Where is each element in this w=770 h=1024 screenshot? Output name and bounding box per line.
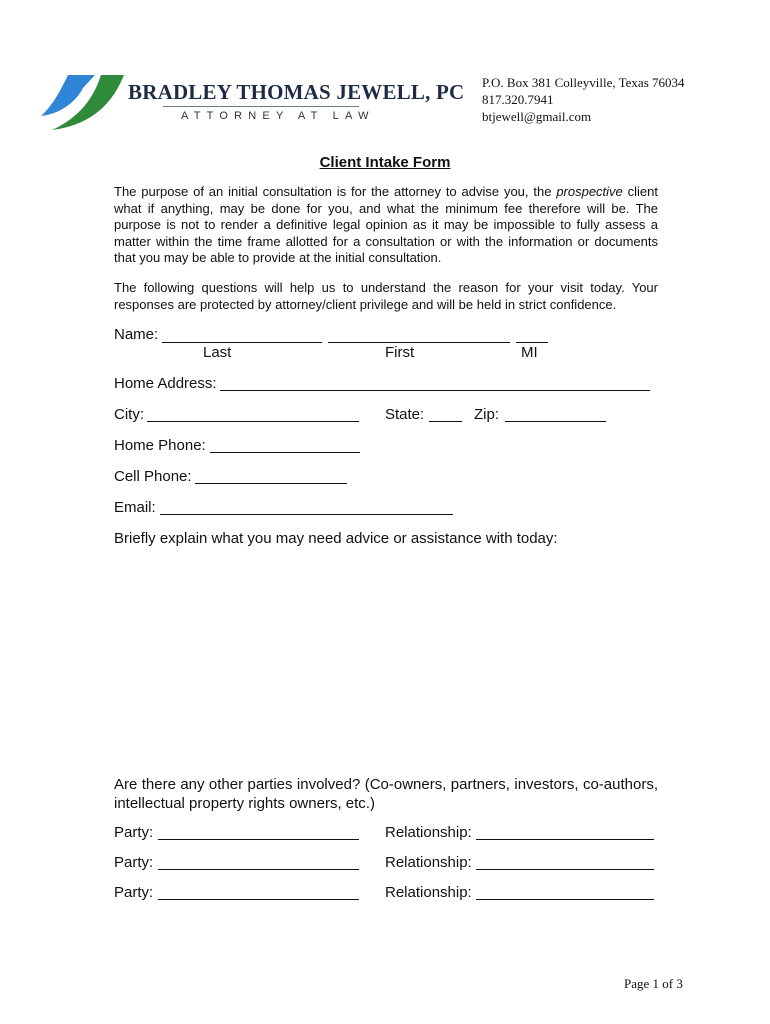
name-last-caption: Last (203, 344, 232, 361)
home-address-field[interactable] (220, 390, 650, 391)
firm-divider (163, 106, 359, 107)
firm-logo (38, 72, 128, 134)
relationship-label: Relationship: (385, 824, 472, 841)
party-field[interactable] (158, 839, 359, 840)
intro-paragraph-1 (114, 184, 658, 267)
cell-phone-field[interactable] (195, 483, 347, 484)
relationship-label: Relationship: (385, 884, 472, 901)
name-mi-caption: MI (521, 344, 538, 361)
party-label: Party: (114, 824, 154, 841)
home-phone-label: Home Phone: (114, 437, 206, 454)
name-mi-field[interactable] (516, 342, 548, 343)
email-field[interactable] (160, 514, 453, 515)
form-title: Client Intake Form (319, 154, 451, 171)
firm-subtitle: ATTORNEY AT LAW (181, 110, 375, 122)
name-first-field[interactable] (328, 342, 510, 343)
name-label: Name: (114, 326, 159, 343)
party-label: Party: (114, 854, 154, 871)
intro-paragraph-2: The following questions will help us to understand the reason for your visit today. Your responses are protected by attorney/client privilege and will be held in strict confidence. (114, 280, 658, 312)
contact-address: P.O. Box 381 Colleyville, Texas 76034 (482, 75, 685, 90)
zip-label: Zip: (474, 406, 500, 423)
zip-field[interactable] (505, 421, 606, 422)
home-address-label: Home Address: (114, 375, 217, 392)
relationship-field[interactable] (476, 839, 654, 840)
contact-block (482, 74, 685, 125)
state-field[interactable] (429, 421, 462, 422)
relationship-field[interactable] (476, 869, 654, 870)
intro-p1-before: The purpose of an initial consultation is for the attorney to advise you, the (114, 184, 557, 199)
explain-answer-area[interactable] (114, 556, 658, 766)
page-number: Page 1 of 3 (624, 976, 683, 991)
email-label: Email: (114, 499, 156, 516)
city-label: City: (114, 406, 144, 423)
contact-phone: 817.320.7941 (482, 92, 554, 107)
relationship-field[interactable] (476, 899, 654, 900)
contact-email: btjewell@gmail.com (482, 109, 592, 124)
party-field[interactable] (158, 899, 359, 900)
party-field[interactable] (158, 869, 359, 870)
firm-name: BRADLEY THOMAS JEWELL, PC (128, 80, 465, 104)
city-field[interactable] (147, 421, 359, 422)
state-label: State: (385, 406, 425, 423)
name-last-field[interactable] (162, 342, 322, 343)
party-label: Party: (114, 884, 154, 901)
intro-p1-after: client what if anything, may be done for you, and what the minimum fee therefore will be. The purpose is not to render a definitive legal opinion as it may be impossible to fully assess a matter within the time frame allotted for a consultation or with the information or documents that you may be able to provide at the initial consultation. (114, 184, 658, 266)
explain-prompt: Briefly explain what you may need advice or assistance with today: (114, 530, 558, 547)
cell-phone-label: Cell Phone: (114, 468, 192, 485)
relationship-label: Relationship: (385, 854, 472, 871)
name-first-caption: First (385, 344, 415, 361)
parties-question: Are there any other parties involved? (Co-owners, partners, investors, co-authors, intellectual property rights owners, etc.) (114, 776, 658, 812)
intro-p1-italic: prospective (556, 184, 623, 199)
home-phone-field[interactable] (210, 452, 360, 453)
